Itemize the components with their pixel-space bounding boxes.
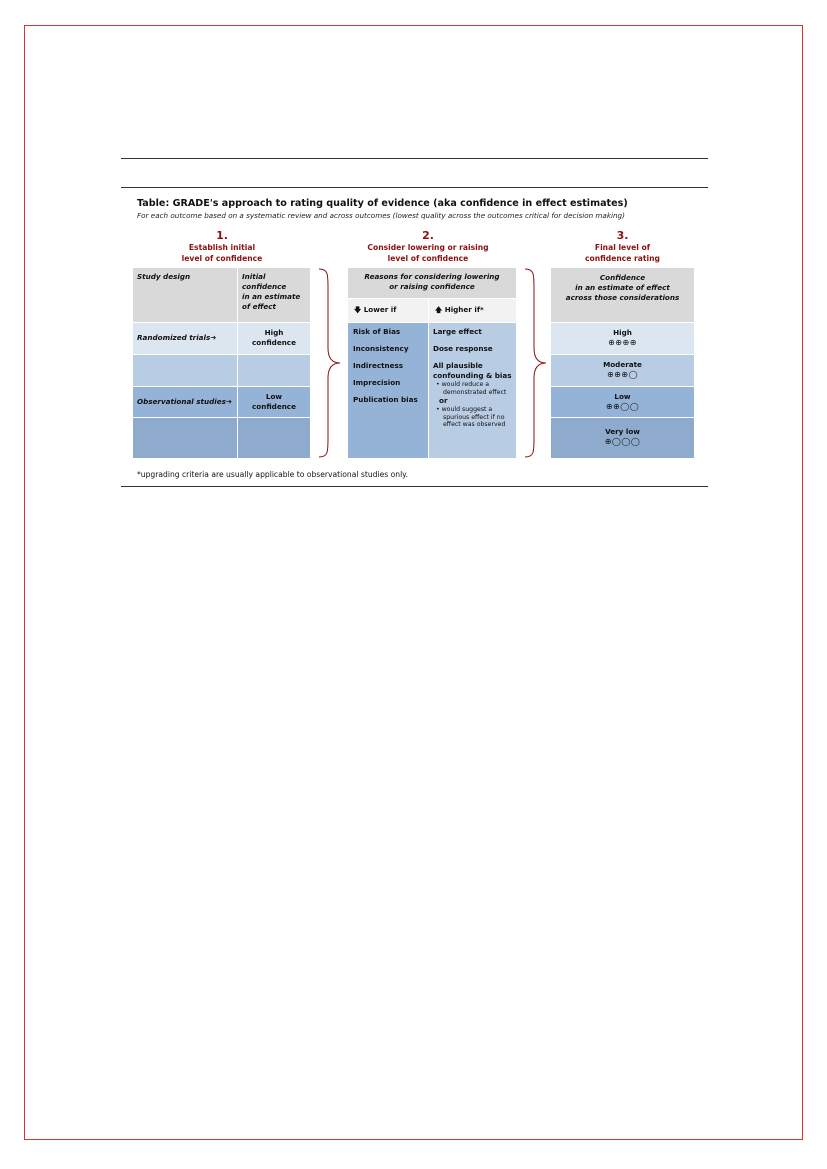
- right-brace-icon: [524, 268, 548, 458]
- step-label-line1: Final level of: [594, 243, 651, 252]
- table-footnote: *upgrading criteria are usually applicable to observational studies only.: [137, 470, 409, 479]
- table-bottom-rule: [121, 486, 708, 487]
- confidence-high: High confidence: [238, 323, 310, 354]
- step-number: 3.: [616, 229, 629, 242]
- step-1-header: [133, 229, 311, 264]
- list-item: Publication bias: [353, 395, 418, 404]
- level-moderate: Moderate ⊕⊕⊕◯: [551, 355, 694, 386]
- arrow-down-icon: 🡇: [354, 305, 362, 314]
- bullet-item: • would suggest a spurious effect if no effect was observed: [436, 406, 506, 429]
- level-high: High ⊕⊕⊕⊕: [551, 323, 694, 354]
- table-subtitle: For each outcome based on a systematic review and across outcomes (lowest quality across the outcomes critical for decision making): [137, 211, 625, 220]
- level-very-low: Very low ⊕◯◯◯: [551, 418, 694, 458]
- step-3-header: [551, 229, 694, 264]
- higher-if-header: 🡅 Higher if*: [429, 299, 516, 322]
- study-design-randomized: Randomized trials➔: [133, 323, 237, 354]
- step-label-line1: Consider lowering or raising: [367, 243, 489, 252]
- level-low: Low ⊕⊕◯◯: [551, 387, 694, 417]
- list-item: Imprecision: [353, 378, 401, 387]
- step-label-line2: level of confidence: [181, 254, 263, 263]
- or-label: or: [439, 396, 448, 406]
- study-design-empty-1: [133, 355, 237, 386]
- step-label-line1: Establish initial: [188, 243, 256, 252]
- final-confidence-header: Confidence in an estimate of effect across those considerations: [551, 268, 694, 322]
- table-top-rule: [121, 187, 708, 188]
- quality-symbols: ⊕⊕⊕◯: [606, 370, 639, 379]
- right-brace-icon: [318, 268, 342, 458]
- step-label-line2: confidence rating: [585, 254, 660, 263]
- list-item: Inconsistency: [353, 344, 409, 353]
- right-arrow-icon: ➔: [210, 333, 217, 342]
- study-design-header: Study design: [133, 268, 237, 322]
- page-border: [24, 25, 803, 1140]
- initial-confidence-header: Initial confidence in an estimate of effect: [238, 268, 310, 322]
- quality-symbols: ⊕⊕⊕⊕: [608, 338, 637, 347]
- step-number: 2.: [422, 229, 434, 242]
- bullet-item: • would reduce a demonstrated effect: [436, 381, 507, 396]
- confidence-low: Low confidence: [238, 387, 310, 417]
- list-item: Risk of Bias: [353, 327, 401, 336]
- study-design-empty-2: [133, 418, 237, 458]
- list-item: confounding & bias: [433, 371, 512, 380]
- study-design-observational: Observational studies➔: [133, 387, 237, 417]
- confidence-empty-2: [238, 418, 310, 458]
- step-label-line2: level of confidence: [387, 254, 469, 263]
- list-item: Indirectness: [353, 361, 404, 370]
- list-item: Dose response: [433, 344, 493, 353]
- table-title: Table: GRADE's approach to rating quality of evidence (aka confidence in effect estimates): [137, 198, 628, 209]
- list-item: Large effect: [433, 327, 482, 336]
- right-arrow-icon: ➔: [225, 397, 232, 406]
- top-rule: [121, 158, 708, 159]
- higher-if-list: [429, 323, 516, 458]
- arrow-up-icon: 🡅: [435, 305, 443, 314]
- lower-if-header: 🡇 Lower if: [348, 299, 428, 322]
- reasons-header: Reasons for considering lowering or raising confidence: [348, 268, 516, 298]
- step-2-header: [340, 229, 516, 264]
- confidence-empty-1: [238, 355, 310, 386]
- quality-symbols: ⊕⊕◯◯: [605, 402, 640, 411]
- step-number: 1.: [216, 229, 228, 242]
- list-item: All plausible: [433, 361, 483, 370]
- lower-if-list: [348, 323, 428, 458]
- quality-symbols: ⊕◯◯◯: [604, 437, 641, 446]
